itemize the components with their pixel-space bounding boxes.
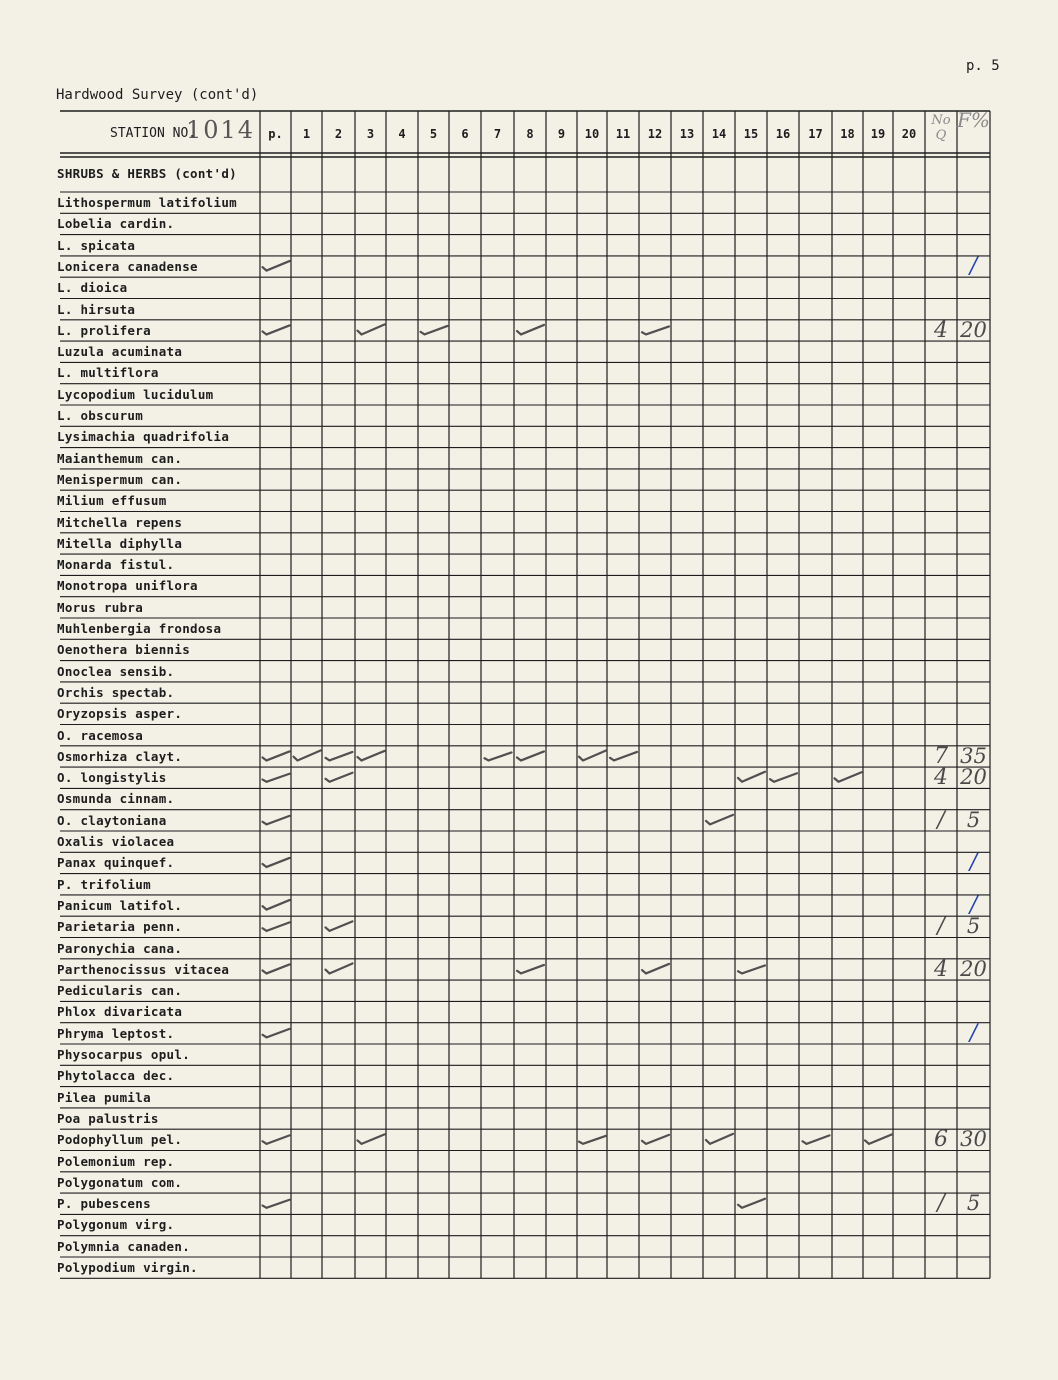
no-q-value: / xyxy=(937,1191,945,1217)
column-header: 3 xyxy=(366,127,375,141)
check-mark xyxy=(294,750,321,760)
column-header: F% xyxy=(957,108,990,132)
species-name: L. spicata xyxy=(57,237,136,253)
check-mark xyxy=(263,325,290,334)
species-name: Lobelia cardin. xyxy=(57,216,175,232)
species-name: P. pubescens xyxy=(57,1196,151,1212)
species-name: Lysimachia quadrifolia xyxy=(57,429,230,445)
no-q-value: 6 xyxy=(934,1127,948,1153)
species-name: Onoclea sensib. xyxy=(57,663,175,679)
check-mark xyxy=(610,752,637,761)
frequency-value: 35 xyxy=(960,743,987,768)
column-header: 9 xyxy=(557,127,566,141)
species-name: L. obscurum xyxy=(57,408,144,423)
species-name: Phytolacca dec. xyxy=(57,1068,175,1084)
column-header: 10 xyxy=(584,127,600,141)
species-name: Polypodium virgin. xyxy=(57,1260,198,1275)
species-name: L. multiflora xyxy=(57,365,159,381)
species-name: Maianthemum can. xyxy=(57,450,183,466)
species-name: Lycopodium lucidulum xyxy=(57,386,214,402)
species-name: L. hirsuta xyxy=(57,301,136,317)
column-header: 16 xyxy=(775,127,791,141)
species-name: Morus rubra xyxy=(57,599,144,615)
species-name: L. prolifera xyxy=(57,322,151,338)
check-mark xyxy=(263,816,290,825)
species-name: Osmunda cinnam. xyxy=(57,791,175,807)
check-mark xyxy=(326,963,353,973)
check-mark xyxy=(358,751,385,761)
species-name: L. dioica xyxy=(57,280,128,296)
species-name: Monotropa uniflora xyxy=(57,578,198,594)
check-mark xyxy=(835,772,862,782)
frequency-value: / xyxy=(969,892,978,918)
species-name: Monarda fistul. xyxy=(57,557,175,573)
check-mark xyxy=(326,921,353,931)
check-mark xyxy=(642,326,669,334)
frequency-value: 5 xyxy=(966,1191,981,1216)
column-header: 4 xyxy=(398,127,406,141)
species-name: Panax quinquef. xyxy=(57,855,175,871)
column-header: 19 xyxy=(870,127,886,141)
check-mark xyxy=(738,772,765,782)
column-header: 2 xyxy=(334,127,343,141)
check-mark xyxy=(358,324,385,334)
species-name: Poa palustris xyxy=(57,1110,159,1126)
check-mark xyxy=(579,750,606,760)
column-header: 5 xyxy=(429,127,438,141)
frequency-value: 20 xyxy=(960,956,987,981)
check-mark xyxy=(485,752,512,760)
species-name: Phlox divaricata xyxy=(57,1004,183,1020)
species-name: Polygonum virg. xyxy=(57,1217,175,1233)
frequency-value: 20 xyxy=(960,317,987,342)
no-q-value: / xyxy=(937,807,945,833)
column-header: 18 xyxy=(840,127,855,141)
column-header: 13 xyxy=(679,127,695,141)
species-name: O. longistylis xyxy=(57,770,167,786)
station-number: 1014 xyxy=(186,116,256,144)
no-q-value: 4 xyxy=(934,956,948,982)
check-mark xyxy=(517,965,544,974)
survey-title: Hardwood Survey (cont'd) xyxy=(56,87,259,103)
no-q-value: 4 xyxy=(934,317,948,343)
column-header: 8 xyxy=(526,127,534,141)
check-mark xyxy=(706,815,733,825)
check-mark xyxy=(517,751,544,760)
check-mark xyxy=(263,1029,290,1038)
check-mark xyxy=(263,858,290,867)
column-header: No Q xyxy=(931,113,951,143)
species-name: Parietaria penn. xyxy=(57,919,183,935)
frequency-value: / xyxy=(969,850,978,876)
frequency-value: / xyxy=(969,1020,978,1046)
species-name: Menispermum can. xyxy=(57,471,183,487)
check-mark xyxy=(803,1135,830,1144)
column-header: 17 xyxy=(808,127,823,141)
species-name: Physocarpus opul. xyxy=(57,1047,191,1062)
species-name: Lithospermum latifolium xyxy=(57,195,237,210)
column-header: 11 xyxy=(615,127,631,141)
species-name: Muhlenbergia frondosa xyxy=(57,621,222,636)
check-mark xyxy=(263,261,290,271)
check-mark xyxy=(263,751,290,760)
frequency-value: 20 xyxy=(960,765,987,790)
species-name: Mitella diphylla xyxy=(57,535,183,551)
species-name: Luzula acuminata xyxy=(57,344,183,360)
species-name: O. claytoniana xyxy=(57,812,167,828)
species-name: Lonicera canadense xyxy=(57,258,198,274)
species-name: Pedicularis can. xyxy=(57,983,183,999)
species-name: Oenothera biennis xyxy=(57,642,191,658)
species-name: Oxalis violacea xyxy=(57,834,175,849)
species-name: Pilea pumila xyxy=(57,1089,151,1105)
species-name: Paronychia cana. xyxy=(57,940,183,956)
species-name: Polygonatum com. xyxy=(57,1174,183,1190)
no-q-value: / xyxy=(937,914,945,940)
check-mark xyxy=(263,900,290,910)
column-header: 6 xyxy=(461,127,469,141)
check-mark xyxy=(326,773,353,782)
check-mark xyxy=(421,326,448,335)
page-number: p. 5 xyxy=(966,58,1000,74)
frequency-value: 5 xyxy=(966,807,981,832)
column-header: p. xyxy=(268,127,283,141)
check-mark xyxy=(642,964,669,974)
check-mark xyxy=(865,1134,892,1144)
check-mark xyxy=(358,1134,385,1144)
column-header: 15 xyxy=(743,127,759,141)
species-name: Osmorhiza clayt. xyxy=(57,748,183,764)
frequency-value: / xyxy=(969,253,978,279)
station-label: STATION NO. xyxy=(110,126,197,141)
column-header: 12 xyxy=(647,127,663,141)
check-mark xyxy=(738,1199,765,1208)
species-name: Oryzopsis asper. xyxy=(57,706,183,722)
column-header: 14 xyxy=(711,127,727,141)
column-header: 1 xyxy=(302,127,311,141)
column-header: 20 xyxy=(901,127,917,141)
column-header: 7 xyxy=(493,127,502,141)
check-mark xyxy=(263,964,290,973)
frequency-value: 30 xyxy=(960,1127,987,1152)
check-mark xyxy=(263,922,290,931)
species-name: Milium effusum xyxy=(57,493,167,509)
check-mark xyxy=(770,773,797,782)
check-mark xyxy=(517,325,544,335)
species-name: Podophyllum pel. xyxy=(57,1132,183,1148)
check-mark xyxy=(738,965,765,973)
check-mark xyxy=(706,1134,733,1144)
check-mark xyxy=(326,752,353,761)
check-mark xyxy=(579,1136,606,1144)
check-mark xyxy=(263,1200,290,1208)
section-heading: SHRUBS & HERBS (cont'd) xyxy=(57,166,237,181)
check-mark xyxy=(642,1135,669,1144)
species-name: Parthenocissus vitacea xyxy=(57,961,230,977)
species-name: Polemonium rep. xyxy=(57,1153,175,1169)
check-mark xyxy=(263,774,290,782)
species-name: O. racemosa xyxy=(57,727,144,743)
species-name: Orchis spectab. xyxy=(57,684,175,700)
no-q-value: 7 xyxy=(934,743,948,769)
species-name: Phryma leptost. xyxy=(57,1025,175,1041)
species-name: P. trifolium xyxy=(57,876,151,892)
species-name: Panicum latifol. xyxy=(57,897,183,913)
frequency-value: 5 xyxy=(966,914,981,939)
no-q-value: 4 xyxy=(934,765,948,791)
species-name: Mitchella repens xyxy=(57,514,183,530)
check-mark xyxy=(263,1135,290,1144)
species-name: Polymnia canaden. xyxy=(57,1238,191,1254)
